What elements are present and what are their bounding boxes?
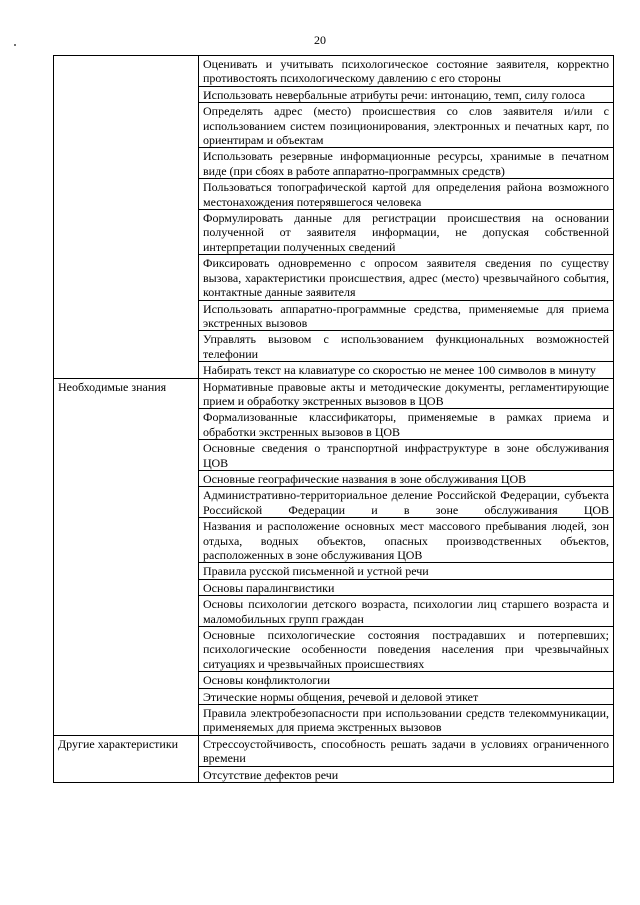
- item-cell: Оценивать и учитывать психологическое состояние заявителя, корректно противостоять психологическому давлению с его стороны: [199, 56, 614, 87]
- item-cell: Основы психологии детского возраста, психологии лиц старшего возраста и маломобильных групп граждан: [199, 596, 614, 627]
- table-row: [54, 735, 614, 766]
- item-cell: Правила русской письменной и устной речи: [199, 563, 614, 579]
- table-row: [54, 56, 614, 87]
- competency-table: [53, 55, 614, 783]
- item-cell: Названия и расположение основных мест массового пребывания людей, зон отдыха, водных объектов, опасных производственных объектов, расположенных в зоне обслуживания ЦОВ: [199, 518, 614, 563]
- item-cell: Основы конфликтологии: [199, 672, 614, 688]
- item-cell: Использовать невербальные атрибуты речи: интонацию, темп, силу голоса: [199, 86, 614, 102]
- item-cell: Основные психологические состояния пострадавших и потерпевших; психологические особенности поведения населения при чрезвычайных ситуациях и чрезвычайных происшествиях: [199, 627, 614, 672]
- item-cell: Пользоваться топографической картой для определения района возможного местонахождения потерявшегося человека: [199, 179, 614, 210]
- item-cell: Формализованные классификаторы, применяемые в рамках приема и обработки экстренных вызовов в ЦОВ: [199, 409, 614, 440]
- item-cell: Этические нормы общения, речевой и деловой этикет: [199, 688, 614, 704]
- item-cell: Стрессоустойчивость, способность решать задачи в условиях ограниченного времени: [199, 735, 614, 766]
- page-number: 20: [314, 33, 326, 47]
- item-cell: Основные сведения о транспортной инфраструктуре в зоне обслуживания ЦОВ: [199, 440, 614, 471]
- item-cell: Основные географические названия в зоне обслуживания ЦОВ: [199, 470, 614, 486]
- category-cell: [54, 56, 199, 379]
- item-cell: Административно-территориальное деление Российской Федерации, субъекта Российской Федерации и в зоне обслуживания ЦОВ: [199, 487, 614, 518]
- item-cell: Правила электробезопасности при использовании средств телекоммуникации, применяемых для приема экстренных вызовов: [199, 705, 614, 736]
- category-label: Другие характеристики: [58, 736, 179, 751]
- category-cell: [54, 735, 199, 782]
- item-cell: Набирать текст на клавиатуре со скоростью не менее 100 символов в минуту: [199, 362, 614, 378]
- item-cell: Управлять вызовом с использованием функциональных возможностей телефонии: [199, 331, 614, 362]
- item-cell: Определять адрес (место) происшествия со слов заявителя и/или с использованием систем позиционирования, электронных и печатных карт, по ориентирам и объектам: [199, 103, 614, 148]
- item-cell: Использовать аппаратно-программные средства, применяемые для приема экстренных вызовов: [199, 300, 614, 331]
- item-cell: Нормативные правовые акты и методические документы, регламентирующие прием и обработку экстренных вызовов в ЦОВ: [199, 378, 614, 409]
- item-cell: Формулировать данные для регистрации происшествия на основании полученной от заявителя информации, не допуская собственной интерпретации полученных сведений: [199, 210, 614, 255]
- category-cell: [54, 378, 199, 735]
- item-cell: Использовать резервные информационные ресурсы, хранимые в печатном виде (при сбоях в работе аппаратно-программных средств): [199, 148, 614, 179]
- table-row: [54, 378, 614, 409]
- table-body: [54, 56, 614, 783]
- item-cell: Отсутствие дефектов речи: [199, 766, 614, 782]
- category-label: Необходимые знания: [58, 379, 167, 394]
- item-cell: Фиксировать одновременно с опросом заявителя сведения по существу вызова, характеристики происшествия, адрес (место) чрезвычайного события, контактные данные заявителя: [199, 255, 614, 300]
- item-cell: Основы паралингвистики: [199, 579, 614, 595]
